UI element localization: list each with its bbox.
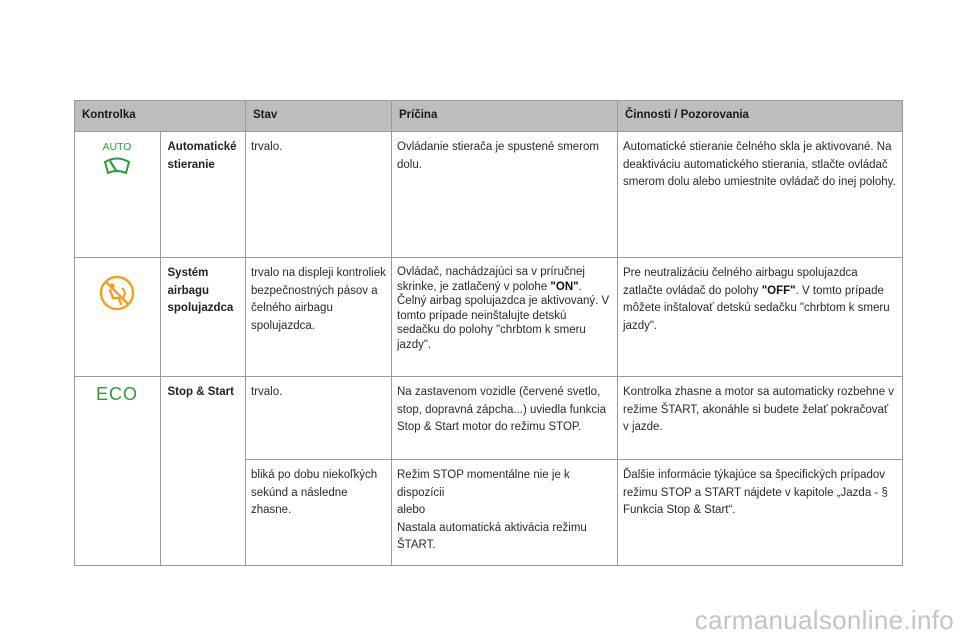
eco-icon — [97, 383, 137, 412]
header-kontrolka: Kontrolka — [75, 101, 246, 132]
row-stav: bliká po dobu niekoľkých sekúnd a následne zhasne. — [246, 460, 392, 566]
row-pricina — [392, 460, 618, 566]
warning-lights-table — [74, 100, 903, 566]
row-name: Automatické stieranie — [160, 132, 246, 258]
table-row — [75, 258, 903, 377]
table-header-row — [75, 101, 903, 132]
header-pricina: Príčina — [392, 101, 618, 132]
row-name: Systém airbagu spolujazdca — [160, 258, 246, 377]
row-stav: trvalo. — [246, 377, 392, 460]
row-pricina: Ovládanie stierača je spustené smerom dolu. — [392, 132, 618, 258]
row-cinnosti — [618, 258, 903, 377]
header-cinnosti: Činnosti / Pozorovania — [618, 101, 903, 132]
row-pricina — [392, 258, 618, 377]
eco-icon-text: ECO — [97, 384, 138, 404]
row-stav: trvalo. — [246, 132, 392, 258]
row-cinnosti: Ďalšie informácie týkajúce sa špecifických prípadov režimu STOP a START nájdete v kapitole „Jazda - § Funkcia Stop & Start“. — [618, 460, 903, 566]
row-name: Stop & Start — [160, 377, 246, 566]
icon-cell — [75, 132, 161, 258]
passenger-airbag-off-icon — [98, 274, 136, 319]
row-pricina: Na zastavenom vozidle (červené svetlo, stop, dopravná zápcha...) uviedla funkcia Stop & Start motor do režimu STOP. — [392, 377, 618, 460]
auto-wiper-icon — [98, 140, 136, 189]
table-row — [75, 132, 903, 258]
table-row — [75, 377, 903, 460]
pricina-on-value: "ON" — [550, 280, 579, 293]
watermark: carmanualsonline.info — [694, 605, 954, 635]
pricina-line-1: Režim STOP momentálne nie je k dispozícii — [397, 469, 570, 499]
row-cinnosti: Automatické stieranie čelného skla je aktivované. Na deaktiváciu automatického stierania, stlačte ovládač smerom dolu alebo umiestnite ovládač do inej polohy. — [618, 132, 903, 258]
cinnosti-off-value: "OFF" — [761, 284, 796, 297]
cinnosti-part-b: . V tomto prípade môžete inštalovať detskú sedačku "chrbtom k smeru jazdy". — [623, 284, 890, 332]
pricina-line-3: Nastala automatická aktivácia režimu ŠTART. — [397, 521, 587, 551]
pricina-line-2: alebo — [397, 504, 426, 516]
auto-icon-text: AUTO — [102, 141, 132, 153]
header-stav: Stav — [246, 101, 392, 132]
row-stav: trvalo na displeji kontroliek bezpečnostných pásov a čelného airbagu spolujazdca. — [246, 258, 392, 377]
pricina-part-a: Ovládač, nachádzajúci sa v príručnej skrinke, je zatlačený v polohe — [397, 266, 585, 293]
row-cinnosti: Kontrolka zhasne a motor sa automaticky rozbehne v režime ŠTART, akonáhle si budete želať pokračovať v jazde. — [618, 377, 903, 460]
cinnosti-part-a: Pre neutralizáciu čelného airbagu spolujazdca zatlačte ovládač do polohy — [623, 267, 858, 297]
icon-cell — [75, 377, 161, 566]
icon-cell — [75, 258, 161, 377]
pricina-part-b: . Čelný airbag spolujazdca je aktivovaný. V tomto prípade neinštalujte detskú sedačku do polohy "chrbtom k smeru jazdy". — [397, 280, 610, 351]
